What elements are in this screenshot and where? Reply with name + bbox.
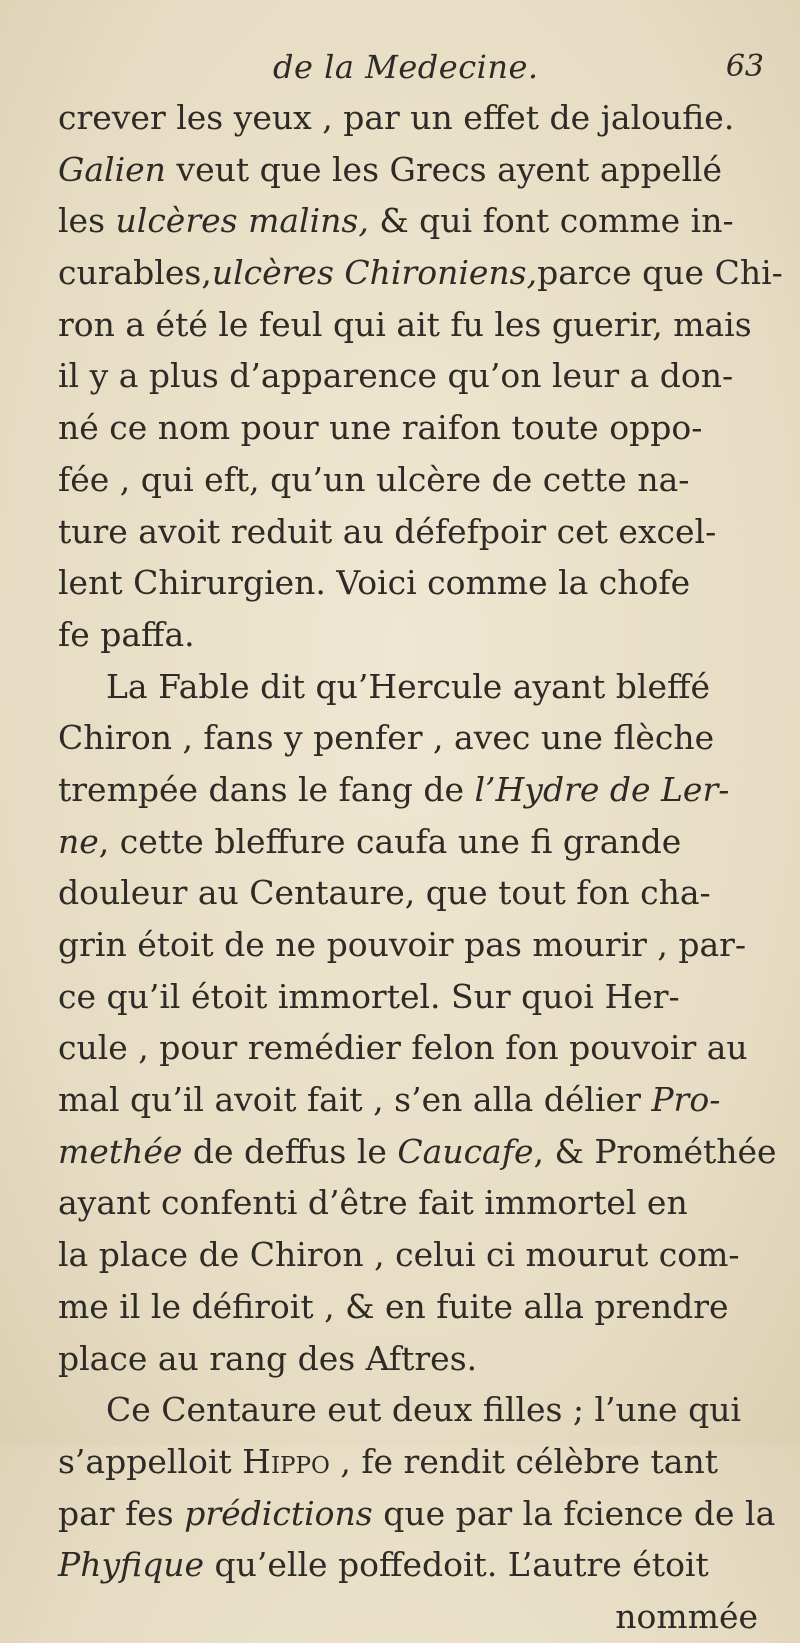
text-segment: ce qu’il étoit immortel. Sur quoi Her- [58,976,680,1016]
text-line [58,299,788,351]
text-line [58,1384,788,1436]
text-line [58,1488,788,1540]
text-segment: douleur au Centaure, que tout fon cha- [58,873,711,913]
text-line [58,1591,788,1643]
text-segment: Chiron , fans y penfer , avec une flèche [58,718,715,758]
text-segment: nommée [615,1596,758,1636]
body-text [58,92,788,1643]
text-line [58,454,788,506]
text-segment: place au rang des Aftres. [58,1338,478,1378]
text-line [58,712,788,764]
text-segment: La Fable dit qu’Hercule ayant bleffé [106,666,710,706]
text-segment: qu’elle poffedoit. L’autre étoit [204,1545,709,1585]
text-segment: ne [58,821,99,861]
text-segment: Galien [58,149,166,189]
text-line [58,557,788,609]
text-segment: , cette bleffure caufa une fi grande [98,821,682,861]
text-line [58,971,788,1023]
text-segment: crever les yeux , par un effet de jaloufie. [58,98,735,137]
text-segment: les [58,201,116,241]
page-number: 63 [725,49,764,84]
text-segment: parce que Chi- [537,253,783,293]
text-segment: trempée dans le fang de [58,769,475,809]
text-line [58,1539,788,1591]
text-segment: & qui font comme in- [368,201,734,241]
page-header [58,44,778,90]
text-segment: cule , pour remédier felon fon pouvoir au [58,1028,748,1068]
text-segment: lent Chirurgien. Voici comme la chofe [58,563,691,603]
text-line [58,506,788,558]
text-line [58,1177,788,1229]
text-segment: la place de Chiron , celui ci mourut com- [58,1235,740,1275]
text-line [58,1229,788,1281]
text-segment: Ce Centaure eut deux filles ; l’une qui [106,1390,742,1430]
text-segment: par fes [58,1493,185,1533]
text-segment: grin étoit de ne pouvoir pas mourir , par- [58,925,747,964]
text-line [58,661,788,713]
text-segment: , fe rendit célèbre tant [329,1441,718,1481]
text-line [58,816,788,868]
text-segment: fée , qui eft, qu’un ulcère de cette na- [58,459,690,499]
text-segment: veut que les Grecs ayent appellé [165,149,723,189]
text-line [58,867,788,919]
text-line [58,1281,788,1333]
text-line [58,195,788,247]
text-segment: mal qu’il avoit fait , s’en alla délier [58,1080,652,1120]
text-segment: né ce nom pour une raifon toute oppo- [58,408,703,448]
text-segment: il y a plus d’apparence qu’on leur a don- [58,356,734,396]
text-line [58,402,788,454]
text-line [58,1074,788,1126]
text-segment: que par la fcience de la [372,1493,776,1533]
text-segment: Phyfique [58,1545,205,1585]
text-line [58,919,788,971]
text-line [58,247,788,299]
text-segment: prédictions [184,1493,373,1533]
text-line [58,1022,788,1074]
text-segment: fe paffa. [58,614,195,654]
text-line [58,350,788,402]
text-segment: de deffus le [182,1131,398,1171]
text-line [58,1436,788,1488]
text-segment: s’appelloit [58,1441,243,1481]
text-line [58,1126,788,1178]
text-segment: ron a été le feul qui ait fu les guerir, mais [58,304,752,344]
running-title: de la Medecine. [273,48,539,86]
text-segment: ture avoit reduit au défefpoir cet excel- [58,511,717,551]
text-line [58,764,788,816]
text-line [58,144,788,196]
text-line [58,1333,788,1385]
text-segment: Hippo [242,1441,330,1481]
text-segment: Caucafe [397,1131,534,1171]
text-segment: , & Prométhée [533,1131,777,1171]
text-segment: ulcères malins, [115,201,369,241]
text-segment: ayant confenti d’être fait immortel en [58,1183,688,1223]
text-segment: me il le défiroit , & en fuite alla prendre [58,1286,729,1326]
text-segment: l’Hydre de Ler- [474,769,730,809]
text-line [58,92,788,144]
text-segment: ulcères Chironiens, [211,253,538,293]
text-segment: Pro- [651,1080,721,1120]
text-segment: curables, [58,253,212,293]
text-segment: methée [58,1131,183,1171]
text-line [58,609,788,661]
